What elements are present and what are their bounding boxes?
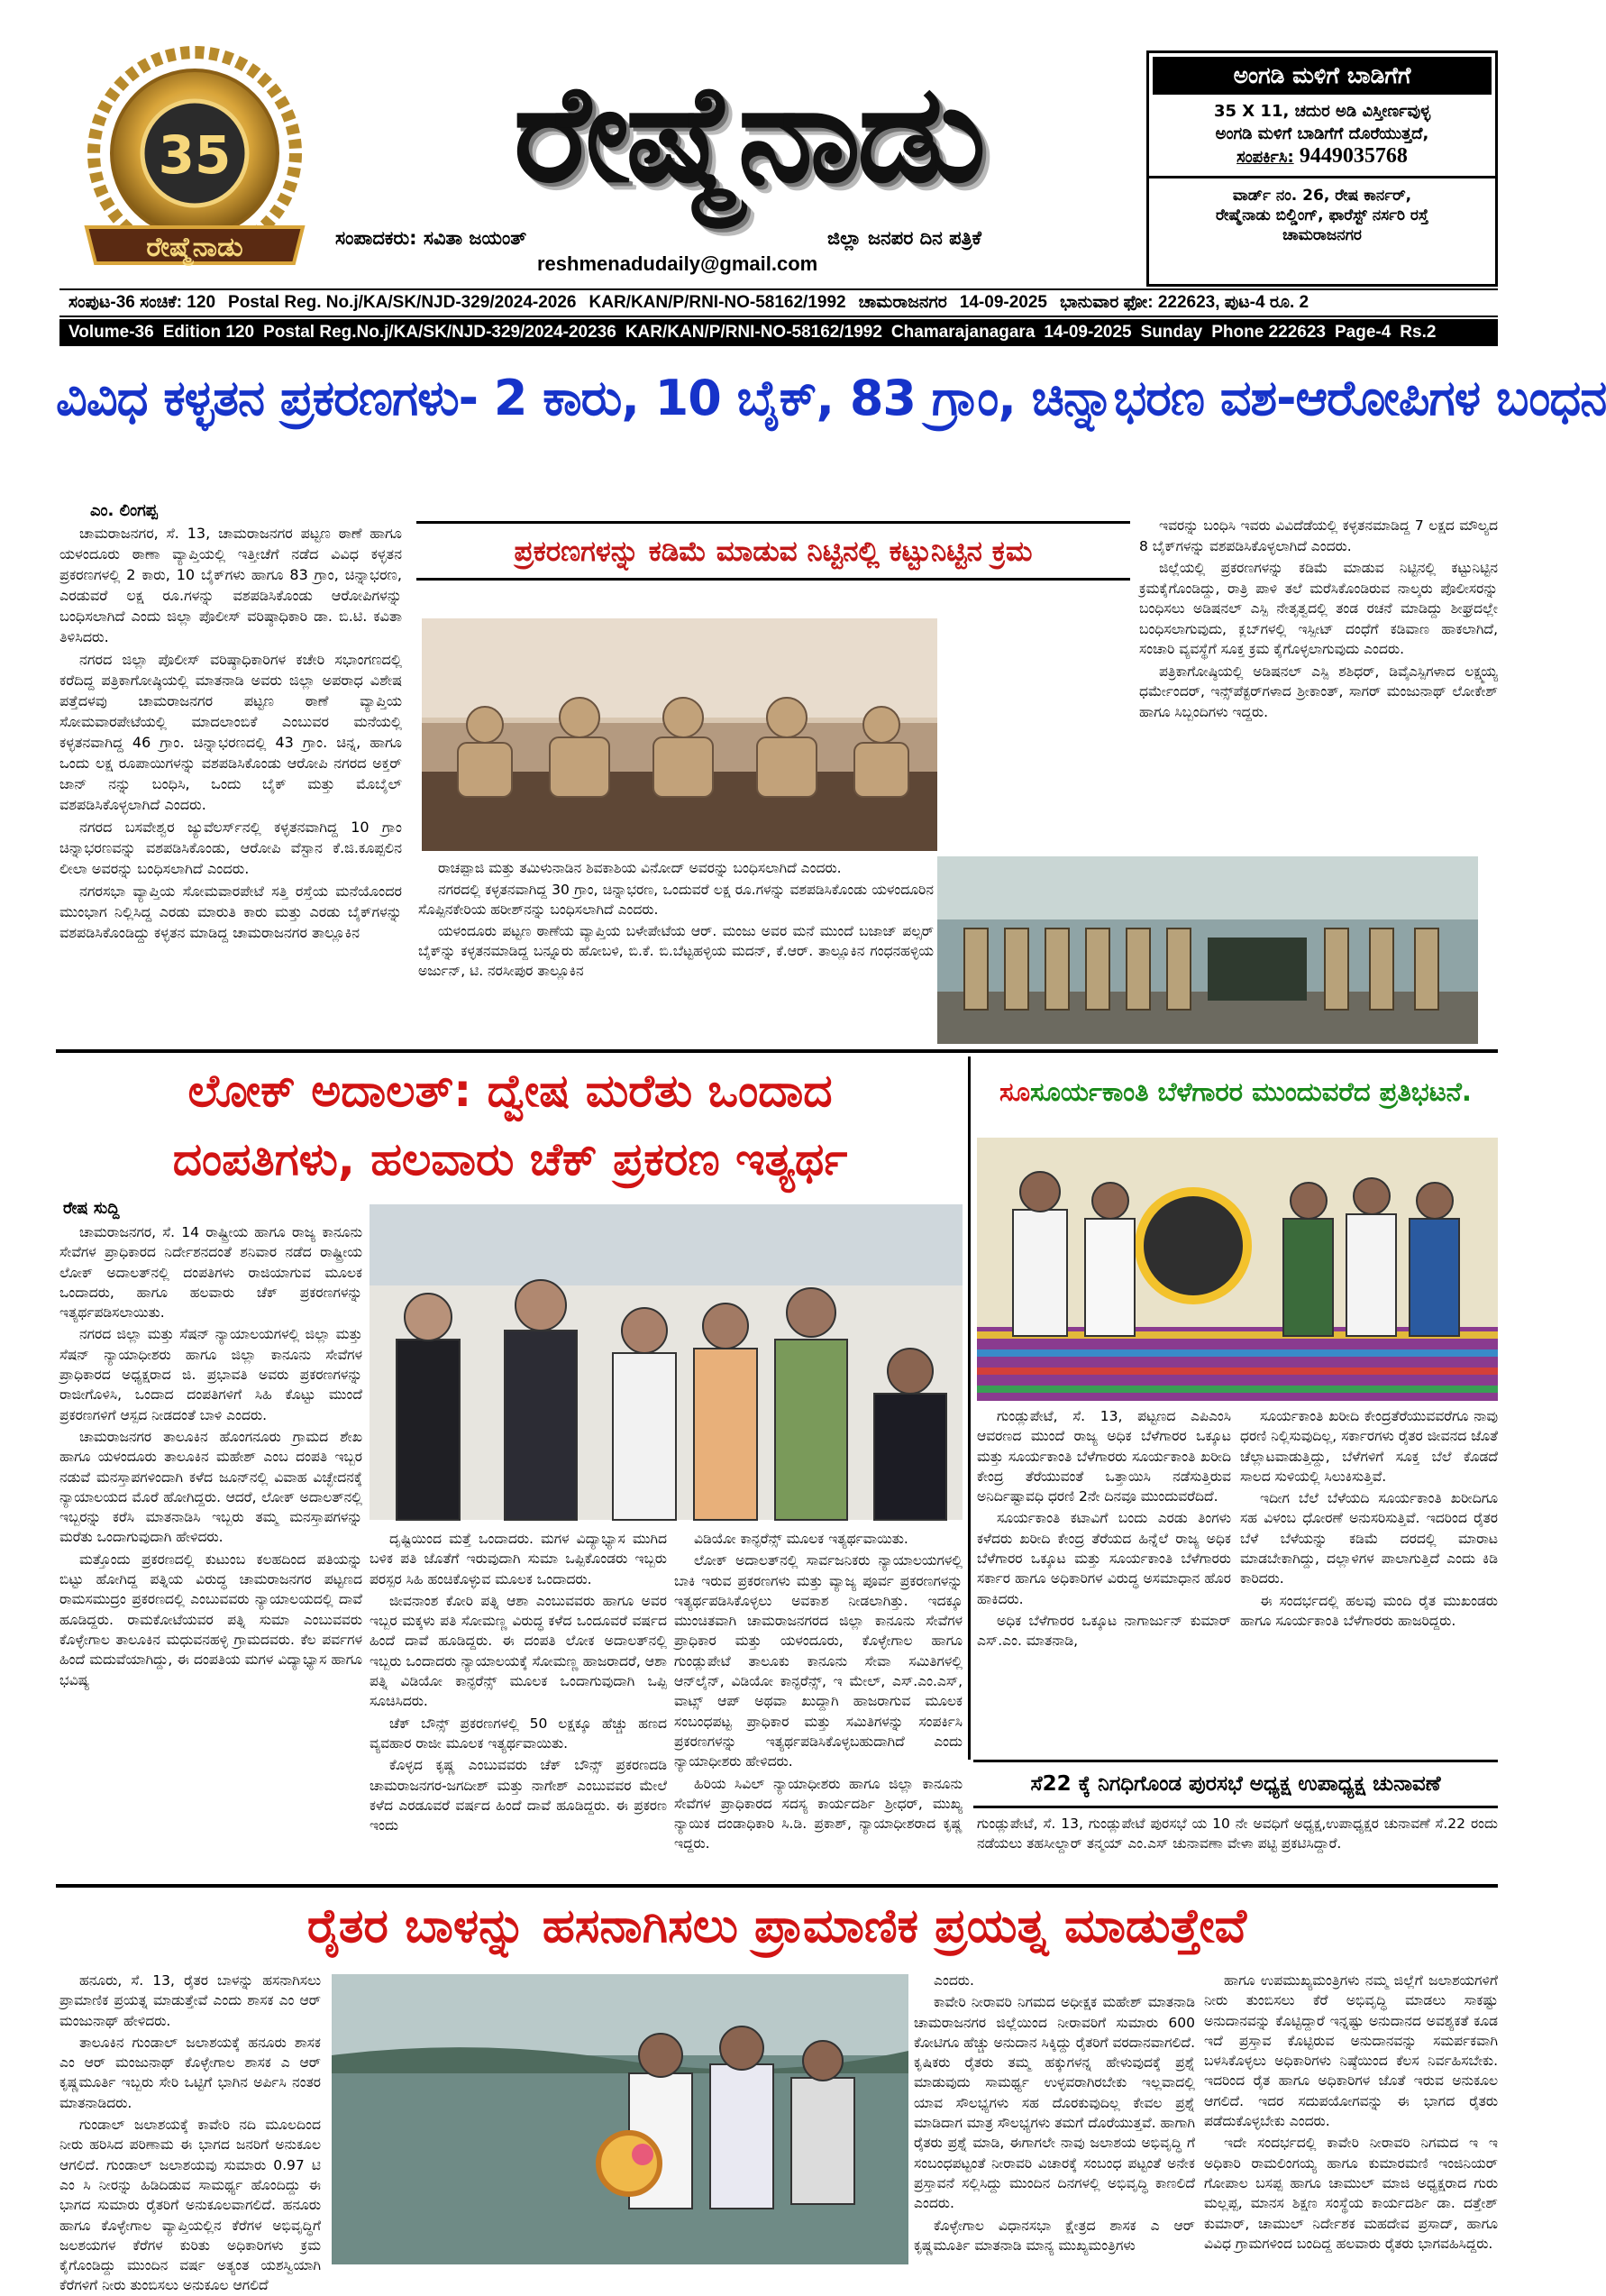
article2-headline-line-1[interactable]: ಲೋಕ್ ಅದಾಲತ್: ದ್ವೇಷ ಮರೆತು ಒಂದಾದ [187,1065,833,1117]
article3-headline[interactable] [973,1060,1498,1123]
article5-headline[interactable]: ರೈತರ ಬಾಳನ್ನು ಹಸನಾಗಿಸಲು ಪ್ರಾಮಾಣಿಕ ಪ್ರಯತ್ನ ಮಾಡುತ್ತೇವೆ [306,1899,1247,1953]
info-en-item: Chamarajanagara [890,323,1036,342]
info-en-item: 14-09-2025 [1044,323,1132,342]
column-divider [968,1057,971,1760]
info-kn-item: 14-09-2025 [959,293,1047,312]
info-en-item: Sunday [1140,323,1203,342]
article2-paragraph: ಚಾಮರಾಜನಗರ, ಸೆ. 14 ರಾಷ್ಟ್ರೀಯ ಹಾಗೂ ರಾಜ್ಯ ಕಾನೂನು ಸೇವೆಗಳ ಪ್ರಾಧಿಕಾರದ ನಿರ್ದೇಶನದಂತೆ ಶನಿವಾರ ನಡೆದ ರಾಷ್ಟ್ರೀಯ ಲೋಕ್ ಅದಾಲತ್‌ನಲ್ಲಿ ದಂಪತಿಗಳು ರಾಜಿಯಾಗುವ ಮೂಲಕ ಒಂದಾದರು, ಹಾಗೂ ಹಲವಾರು ಚೆಕ್ ಪ್ರಕರಣಗಳನ್ನು ಇತ್ಯರ್ಥಪಡಿಸಲಾಯಿತು. [59,1224,362,1322]
article4-headline-box [973,1760,1498,1808]
article3-paragraph: ಈ ಸಂದರ್ಭದಲ್ಲಿ ಹಲವು ಮಂದಿ ರೈತ ಮುಖಂಡರು ಹಾಗೂ ಸೂರ್ಯಕಾಂತಿ ಬೆಳೆಗಾರರು ಹಾಜರಿದ್ದರು. [1240,1592,1498,1629]
article1-subhead: ಪ್ರಕರಣಗಳನ್ನು ಕಡಿಮೆ ಮಾಡುವ ನಿಟ್ಟಿನಲ್ಲಿ ಕಟ್ಟುನಿಟ್ಟಿನ ಕ್ರಮ [514,535,1033,568]
info-kn-item: ಭಾನುವಾರ ಫೋ: 222623, ಪುಟ-4 ರೂ. 2 [1060,293,1309,312]
info-en-item: Edition 120 [162,323,255,342]
article3-paragraph: ಗುಂಡ್ಲುಪೇಟೆ, ಸೆ. 13, ಪಟ್ಟಣದ ಎಪಿಎಂಸಿ ಆವರಣದ ಮುಂದೆ ರಾಜ್ಯ ಅಧಿಕ ಬೆಳೆಗಾರರ ಒಕ್ಕೂಟ ಮತ್ತು ಸೂರ್ಯಕಾಂತಿ ಬೆಳೆಗಾರರು ಸೂರ್ಯಕಾಂತಿ ಖರೀದಿ ಕೇಂದ್ರ ತೆರೆಯುವಂತೆ ಒತ್ತಾಯಿಸಿ ನಡೆಸುತ್ತಿರುವ ಅನಿರ್ದಿಷ್ಟಾವಧಿ ಧರಣಿ 2ನೇ ದಿನವೂ ಮುಂದುವರೆದಿದೆ. [977,1408,1231,1505]
article1-paragraph: ಪತ್ರಿಕಾಗೋಷ್ಠಿಯಲ್ಲಿ ಅಡಿಷನಲ್ ಎಸ್ಪಿ ಶಶಿಧರ್, ಡಿವೈಎಸ್ಪಿಗಳಾದ ಲಕ್ಷ್ಮಯ್ಯ ಧರ್ಮೇಂದರ್, ಇನ್ಸ್‌ಪೆಕ್ಟರ್‌ಗಳಾದ ಶ್ರೀಕಾಂತ್, ಸಾಗರ್ ಮಂಜುನಾಥ್ ಲೋಕೇಶ್ ಹಾಗೂ ಸಿಬ್ಬಂದಿಗಳು ಇದ್ದರು. [1139,663,1498,720]
article3-paragraph: ಅಧಿಕ ಬೆಳೆಗಾರರ ಒಕ್ಕೂಟ ನಾಗಾರ್ಜುನ್ ಕುಮಾರ್ ಎಸ್.ಎಂ. ಮಾತನಾಡಿ, [977,1612,1231,1650]
article5-paragraph: ತಾಲೂಕಿನ ಗುಂಡಾಲ್ ಜಲಾಶಯಕ್ಕೆ ಹನೂರು ಶಾಸಕ ಎಂ ಆರ್ ಮಂಜುನಾಥ್ ಕೊಳ್ಳೇಗಾಲ ಶಾಸಕ ಎ ಆರ್ ಕೃಷ್ಣಮೂರ್ತಿ ಇಬ್ಬರು ಸೇರಿ ಒಟ್ಟಿಗೆ ಭಾಗಿನ ಅರ್ಪಿಸಿ ನಂತರ ಮಾತನಾಡಿದರು. [59,2034,321,2111]
article2-paragraph: ಚೆಕ್ ಬೌನ್ಸ್ ಪ್ರಕರಣಗಳಲ್ಲಿ 50 ಲಕ್ಷಕ್ಕೂ ಹೆಚ್ಚು ಹಣದ ವ್ಯವಹಾರ ರಾಜೀ ಮೂಲಕ ಇತ್ಯರ್ಥವಾಯಿತು. [370,1715,667,1752]
article1-column-1 [59,523,402,1044]
article1-paragraph: ಯಳಂದೂರು ಪಟ್ಟಣ ಠಾಣೆಯ ವ್ಯಾಪ್ತಿಯ ಬಳೇಪೇಟೆಯ ಆರ್. ಮಂಜು ಅವರ ಮನೆ ಮುಂದೆ ಬಜಾಜ್ ಪಲ್ಸರ್ ಬೈಕ್‌ನ್ನು ಕಳ್ಳತನಮಾಡಿದ್ದ ಬನ್ನೂರು ಹೋಬಳಿ, ಬಿ.ಕೆ. ಬಿ.ಬೆಟ್ಟಹಳ್ಳಿಯ ಮದನ್, ಕೆ.ಆರ್. ತಾಲ್ಲೂಕಿನ ಗಂಧನಹಳ್ಳಿಯ ಅರ್ಜುನ್, ಟಿ. ನರಸೀಪುರ ತಾಲ್ಲೂಕಿನ [418,923,934,979]
section-divider [56,1049,1498,1053]
info-bar-kannada [59,288,1498,317]
info-en-item: Phone 222623 [1211,323,1326,342]
article1-paragraph: ಜಿಲ್ಲೆಯಲ್ಲಿ ಪ್ರಕರಣಗಳನ್ನು ಕಡಿಮೆ ಮಾಡುವ ನಿಟ್ಟಿನಲ್ಲಿ ಕಟ್ಟುನಿಟ್ಟಿನ ಕ್ರಮಕೈಗೊಂಡಿದ್ದು, ರಾತ್ರಿ ಪಾಳಿ ತಲೆ ಮರೆಸಿಕೊಂಡಿರುವ ನಾಲ್ಕರು ಪೊಲೀಸರನ್ನು ಬಂಧಿಸಲು ಅಡಿಷನಲ್ ಎಸ್ಪಿ ನೇತೃತ್ವದಲ್ಲಿ ತಂಡ ರಚನೆ ಮಾಡಿದ್ದು ಶೀಘ್ರದಲ್ಲೇ ಬಂಧಿಸಲಾಗುವುದು, ಕ್ಲಬ್‌ಗಳಲ್ಲಿ ಇಸ್ಪೀಟ್ ದಂಧೆಗೆ ಕಡಿವಾಣ ಹಾಕಲಾಗಿದೆ, ಸಂಚಾರಿ ವ್ಯವಸ್ಥೆಗೆ ಸೂಕ್ತ ಕ್ರಮ ಕೈಗೊಳ್ಳಲಾಗುವುದು ಎಂದರು. [1139,560,1498,657]
article1-paragraph: ರಾಚಪ್ಪಾಜಿ ಮತ್ತು ತಮಿಳುನಾಡಿನ ಶಿವಕಾಶಿಯ ವಿನೋದ್ ಅವರನ್ನು ಬಂಧಿಸಲಾಗಿದೆ ಎಂದರು. [438,860,842,876]
article2-paragraph: ದೃಷ್ಟಿಯಿಂದ ಮತ್ತೆ ಒಂದಾದರು. ಮಗಳ ವಿದ್ಯಾಭ್ಯಾಸ ಮುಗಿದ ಬಳಿಕ ಪತಿ ಜೊತೆಗೆ ಇರುವುದಾಗಿ ಸುಮಾ ಒಪ್ಪಿಕೊಂಡರು ಇಬ್ಬರು ಪರಸ್ಪರ ಸಿಹಿ ಹಂಚಿಕೊಳ್ಳುವ ಮೂಲಕ ಒಂದಾದರು. [370,1531,667,1587]
article2-paragraph: ಹಿರಿಯ ಸಿವಿಲ್ ನ್ಯಾಯಾಧೀಶರು ಹಾಗೂ ಜಿಲ್ಲಾ ಕಾನೂನು ಸೇವೆಗಳ ಪ್ರಾಧಿಕಾರದ ಸದಸ್ಯ ಕಾರ್ಯದರ್ಶಿ ಶ್ರೀಧರ್, ಮುಖ್ಯ ನ್ಯಾಯಿಕ ದಂಡಾಧಿಕಾರಿ ಸಿ.ಡಿ. ಪ್ರಕಾಶ್, ನ್ಯಾಯಾಧೀಶರಾದ ಕೃಷ್ಣ ಇದ್ದರು. [674,1775,963,1852]
article1-column-3 [1139,516,1498,849]
article2-paragraph: ಮತ್ತೊಂದು ಪ್ರಕರಣದಲ್ಲಿ ಕುಟುಂಬ ಕಲಹದಿಂದ ಪತಿಯನ್ನು ಬಿಟ್ಟು ಹೋಗಿದ್ದ ಪತ್ನಿಯ ವಿರುದ್ಧ ಚಾಮರಾಜನಗರ ಪಟ್ಟಣದ ರಾಮಸಮುದ್ರಂ ಪ್ರಕರಣದಲ್ಲಿ ಎಂಬುವವರು ನ್ಯಾಯಾಲಯದಲ್ಲಿ ದಾವೆ ಹೂಡಿದ್ದರು. ರಾಮಕೋಟೆಯವರ ಪತ್ನಿ ಸುಮಾ ಎಂಬುವವರು ಕೊಳ್ಳೇಗಾಲ ತಾಲೂಕಿನ ಮಧುವನಹಳ್ಳಿ ಗ್ರಾಮದವರು. ಕೆಲ ಪರ್ವಗಳ ಹಿಂದೆ ಮದುವೆಯಾಗಿದ್ದು, ಈ ದಂಪತಿಯ ಮಗಳ ವಿದ್ಯಾಭ್ಯಾಸ ಹಾಗೂ ಭವಿಷ್ಯ [59,1550,362,1688]
sunflower-protest-photo [977,1138,1498,1401]
article2-headline-line-2[interactable]: ದಂಪತಿಗಳು, ಹಲವಾರು ಚೆಕ್ ಪ್ರಕರಣ ಇತ್ಯರ್ಥ [172,1133,848,1185]
article1-byline: ಎಂ. ಲಿಂಗಪ್ಪ [90,501,158,520]
article5-paragraph: ಇದೇ ಸಂದರ್ಭದಲ್ಲಿ ಕಾವೇರಿ ನೀರಾವರಿ ನಿಗಮದ ಇ ಇ ಅಧಿಕಾರಿ ರಾಮಲಿಂಗಯ್ಯ ಹಾಗೂ ಕುಮಾರಮಣಿ ಇಂಜಿನಿಯರ್ ಗೋಪಾಲ ಬಸಪ್ಪ ಹಾಗೂ ಚಾಮುಲ್ ಮಾಜಿ ಅಧ್ಯಕ್ಷರಾದ ಗುರು ಮಲ್ಲಪ್ಪ, ಮಾನಸ ಶಿಕ್ಷಣ ಸಂಸ್ಥೆಯ ಕಾರ್ಯದರ್ಶಿ ಡಾ. ದತ್ತೇಶ್ ಕುಮಾರ್, ಚಾಮುಲ್ ನಿರ್ದೇಶಕ ಮಹದೇವ ಪ್ರಸಾದ್, ಹಾಗೂ ವಿವಿಧ ಗ್ರಾಮಗಳಿಂದ ಬಂದಿದ್ದ ಹಲವಾರು ರೈತರು ಭಾಗವಹಿಸಿದ್ದರು. [1204,2135,1498,2252]
article5-paragraph: ಕಾವೇರಿ ನೀರಾವರಿ ನಿಗಮದ ಅಧೀಕ್ಷಕ ಮಹೇಶ್ ಮಾತನಾಡಿ ಚಾಮರಾಜನಗರ ಜಿಲ್ಲೆಯಿಂದ ನೀರಾವರಿಗೆ ಸುಮಾರು 600 ಕೋಟಿಗೂ ಹೆಚ್ಚು ಅನುದಾನ ಸಿಕ್ಕಿದ್ದು ರೈತರಿಗೆ ವರದಾನವಾಗಲಿದೆ. ಕೃಷಿಕರು ರೈತರು ತಮ್ಮ ಹಕ್ಕುಗಳನ್ನ ಹೇಳುವುದಕ್ಕೆ ಪ್ರಶ್ನೆ ಮಾಡುವುದು ಸಾಮರ್ಥ್ಯ ಉಳ್ಳವರಾಗಿರಬೇಕು ಇಲ್ಲವಾದಲ್ಲಿ ಯಾವ ಸೌಲಭ್ಯಗಳು ಸಹ ದೊರಕುವುದಿಲ್ಲ ಕೇವಲ ಪ್ರಶ್ನೆ ಮಾಡಿದಾಗ ಮಾತ್ರ ಸೌಲಭ್ಯಗಳು ತಮಗೆ ದೊರೆಯುತ್ತವೆ. ಹಾಗಾಗಿ ರೈತರು ಪ್ರಶ್ನೆ ಮಾಡಿ, ಈಗಾಗಲೇ ನಾವು ಜಲಾಶಯ ಅಭಿವೃದ್ಧಿ ಗೆ ಸಂಬಂಧಪಟ್ಟಂತೆ ನೀರಾವರಿ ವಿಚಾರಕ್ಕೆ ಸಂಬಂಧ ಪಟ್ಟಂತೆ ಅನೇಕ ಪ್ರಸ್ತಾವನೆ ಸಲ್ಲಿಸಿದ್ದು ಮುಂದಿನ ದಿನಗಳಲ್ಲಿ ಅಭಿವೃದ್ಧಿ ಕಾಣಲಿದೆ ಎಂದರು. [914,1994,1195,2212]
info-kn-item: ಚಾಮರಾಜನಗರ [858,293,947,312]
info-bar-english [59,319,1498,346]
ad-address-1: ವಾರ್ಡ್ ನಂ. 26, ರೇಷ ಕಾರ್ನರ್, [1232,187,1412,205]
article1-paragraph: ನಗರದಲ್ಲಿ ಕಳ್ಳತನವಾಗಿದ್ದ 30 ಗ್ರಾಂ, ಚಿನ್ನಾಭರಣ, ಒಂದುವರೆ ಲಕ್ಷ ರೂ.ಗಳನ್ನು ವಶಪಡಿಸಿಕೊಂಡು ಯಳಂದೂರಿನ ಸೊಪ್ಪಿನಕೇರಿಯ ಹರೀಶ್‌ನನ್ನು ಬಂಧಿಸಲಾಗಿದೆ ಎಂದರು. [418,882,934,918]
article5-paragraph: ಕೊಳ್ಳೇಗಾಲ ವಿಧಾನಸಭಾ ಕ್ಷೇತ್ರದ ಶಾಸಕ ಎ ಆರ್ ಕೃಷ್ಣಮೂರ್ತಿ ಮಾತನಾಡಿ ಮಾನ್ಯ ಮುಖ್ಯಮಂತ್ರಿಗಳು [914,2217,1195,2254]
article2-column-1 [59,1222,362,1781]
article4-body: ಗುಂಡ್ಲುಪೇಟೆ, ಸೆ. 13, ಗುಂಡ್ಲುಪೇಟೆ ಪುರಸಭೆ ಯ 10 ನೇ ಅವಧಿಗೆ ಅಧ್ಯಕ್ಷ,ಉಪಾಧ್ಯಕ್ಷರ ಚುನಾವಣೆ ಸೆ.22 ರಂದು ನಡೆಯಲು ತಹಸೀಲ್ದಾರ್ ತನ್ಮಯ್ ಎಂ.ಎಸ್ ಚುನಾವಣಾ ವೇಳಾ ಪಟ್ಟಿ ಪ್ರಕಟಿಸಿದ್ದಾರೆ. [977,1816,1498,1852]
article5-paragraph: ಹಾಗೂ ಉಪಮುಖ್ಯಮಂತ್ರಿಗಳು ನಮ್ಮ ಜಿಲ್ಲೆಗೆ ಜಲಾಶಯಗಳಿಗೆ ನೀರು ತುಂಬಿಸಲು ಕೆರೆ ಅಭಿವೃದ್ಧಿ ಮಾಡಲು ಸಾಕಷ್ಟು ಅನುದಾನವನ್ನು ಕೊಟ್ಟಿದ್ದಾರೆ ಇನ್ನಷ್ಟು ಅನುದಾನದ ಅವಶ್ಯಕತೆ ಕೂಡ ಇದೆ ಪ್ರಸ್ತಾವ ಕೊಟ್ಟಿರುವ ಅನುದಾನವನ್ನು ಸಮರ್ಪಕವಾಗಿ ಬಳಸಿಕೊಳ್ಳಲು ಅಧಿಕಾರಿಗಳು ನಿಷ್ಠೆಯಿಂದ ಕೆಲಸ ನಿರ್ವಹಿಸಬೇಕು. ಇದರಿಂದ ರೈತ ಹಾಗೂ ಅಧಿಕಾರಿಗಳ ಜೊತೆ ಇರುವ ಅನುಕೂಲ ಆಗಲಿದೆ. ಇದರ ಸದುಪಯೋಗವನ್ನು ಈ ಭಾಗದ ರೈತರು ಪಡೆದುಕೊಳ್ಳಬೇಕು ಎಂದರು. [1204,1972,1498,2130]
article1-column-2 [418,858,934,1044]
article1-headline[interactable]: ವಿವಿಧ ಕಳ್ಳತನ ಪ್ರಕರಣಗಳು- 2 ಕಾರು, 10 ಬೈಕ್, 83 ಗ್ರಾಂ, ಚಿನ್ನಾಭರಣ ವಶ-ಆರೋಪಿಗಳ ಬಂಧನ [56,370,1606,426]
article1-paragraph: ನಗರಸಭಾ ವ್ಯಾಪ್ತಿಯ ಸೋಮವಾರಪೇಟೆ ಸತ್ತಿ ರಸ್ತೆಯ ಮನೆಯೊಂದರ ಮುಂಭಾಗ ನಿಲ್ಲಿಸಿದ್ದ ಎರಡು ಮಾರುತಿ ಕಾರು ಮತ್ತು ಎರಡು ಬೈಕ್‌ಗಳನ್ನು ವಶಪಡಿಸಿಕೊಂಡಿದ್ದು ಕಳ್ಳತನ ಮಾಡಿದ್ದ ಚಾಮರಾಜನಗರ ತಾಲ್ಲೂಕಿನ [59,883,402,941]
info-en-item: Rs.2 [1400,323,1437,342]
article2-paragraph: ಜೀವನಾಂಶ ಕೋರಿ ಪತ್ನಿ ಆಶಾ ಎಂಬುವವರು ಹಾಗೂ ಅವರ ಇಬ್ಬರ ಮಕ್ಕಳು ಪತಿ ಸೋಮಣ್ಣ ವಿರುದ್ಧ ಕಳೆದ ಒಂದೂವರೆ ವರ್ಷದ ಹಿಂದೆ ದಾವೆ ಹೂಡಿದ್ದರು. ಈ ದಂಪತಿ ಲೋಕ ಅದಾಲತ್‌ನಲ್ಲಿ ಇಬ್ಬರು ಒಂದಾದರು ನ್ಯಾಯಾಲಯಕ್ಕೆ ಸೋಮಣ್ಣ ಹಾಜರಾದರೆ, ಆಶಾ ಪತ್ನಿ ವಿಡಿಯೋ ಕಾನ್ಫರೆನ್ಸ್ ಮೂಲಕ ಒಂದಾಗುವುದಾಗಿ ಒಪ್ಪಿ ಸೂಚಿಸಿದರು. [370,1592,667,1710]
ad-address-3: ಚಾಮರಾಜನಗರ [1282,226,1362,244]
article3-paragraph: ಸೂರ್ಯಕಾಂತಿ ಕಟಾವಿಗೆ ಬಂದು ಎರಡು ತಿಂಗಳು ಕಳೆದರು ಖರೀದಿ ಕೇಂದ್ರ ತೆರೆಯದ ಹಿನ್ನೆಲೆ ರಾಜ್ಯ ಅಧಿಕ ಬೆಳೆಗಾರರ ಒಕ್ಕೂಟ ಮತ್ತು ಸೂರ್ಯಕಾಂತಿ ಬೆಳೆಗಾರರು ಸರ್ಕಾರ ಹಾಗೂ ಅಧಿಕಾರಿಗಳ ವಿರುದ್ಧ ಅಸಮಾಧಾನ ಹೊರ ಹಾಕಿದರು. [977,1510,1231,1607]
article3-headline-accent: ಸೂ [999,1076,1030,1107]
article5-column-3 [1204,1971,1498,2268]
article2-paragraph: ನಗರದ ಜಿಲ್ಲಾ ಮತ್ತು ಸೆಷನ್ ನ್ಯಾಯಾಲಯಗಳಲ್ಲಿ ಜಿಲ್ಲಾ ಮತ್ತು ಸೆಷನ್ ನ್ಯಾಯಾಧೀಶರು ಹಾಗೂ ಜಿಲ್ಲಾ ಕಾನೂನು ಸೇವೆಗಳ ಪ್ರಾಧಿಕಾರದ ಅಧ್ಯಕ್ಷರಾದ ಜಿ. ಪ್ರಭಾವತಿ ಅವರು ಪ್ರಕರಣಗಳನ್ನು ರಾಜೀಗೊಳಿಸಿ, ಒಂದಾದ ದಂಪತಿಗಳಿಗೆ ಸಿಹಿ ಕೊಟ್ಟು ಮುಂದೆ ಪ್ರಕರಣಗಳಿಗೆ ಆಸ್ಪದ ನೀಡದಂತೆ ಬಾಳಿ ಎಂದರು. [59,1326,362,1423]
info-kn-item: Postal Reg. No.j/KA/SK/NJD-329/2024-2026 [228,293,577,312]
article1-paragraph: ಚಾಮರಾಜನಗರ, ಸೆ. 13, ಚಾಮರಾಜನಗರ ಪಟ್ಟಣ ಠಾಣೆ ಹಾಗೂ ಯಳಂದೂರು ಠಾಣಾ ವ್ಯಾಪ್ತಿಯಲ್ಲಿ ಇತ್ತೀಚೆಗೆ ನಡೆದ ವಿವಿಧ ಕಳ್ಳತನ ಪ್ರಕರಣಗಳಲ್ಲಿ 2 ಕಾರು, 10 ಬೈಕ್‌ಗಳು ಹಾಗೂ 83 ಗ್ರಾಂ, ಚಿನ್ನಾಭರಣ, ಎರಡುವರೆ ಲಕ್ಷ ರೂ.ಗಳನ್ನು ವಶಪಡಿಸಿಕೊಂಡು ಆರೋಪಿಗಳನ್ನು ಬಂಧಿಸಲಾಗಿದೆ ಎಂದು ಜಿಲ್ಲಾ ಪೊಲೀಸ್ ವರಿಷ್ಠಾಧಿಕಾರಿ ಡಾ. ಬಿ.ಟಿ. ಕವಿತಾ ತಿಳಿಸಿದರು. [59,525,402,645]
article1-subhead-box [416,521,1130,581]
article5-paragraph: ಹನೂರು, ಸೆ. 13, ರೈತರ ಬಾಳನ್ನು ಹಸನಾಗಿಸಲು ಪ್ರಾಮಾಣಿಕ ಪ್ರಯತ್ನ ಮಾಡುತ್ತೇವೆ ಎಂದು ಶಾಸಕ ಎಂ ಆರ್ ಮಂಜುನಾಥ್ ಹೇಳಿದರು. [59,1972,321,2029]
article2-paragraph: ಲೋಕ್ ಅದಾಲತ್‌ನಲ್ಲಿ ಸಾರ್ವಜನಿಕರು ನ್ಯಾಯಾಲಯಗಳಲ್ಲಿ ಬಾಕಿ ಇರುವ ಪ್ರಕರಣಗಳು ಮತ್ತು ವ್ಯಾಜ್ಯ ಪೂರ್ವ ಪ್ರಕರಣಗಳನ್ನು ಇತ್ಯರ್ಥಪಡಿಸಿಕೊಳ್ಳಲು ಅವಕಾಶ ನೀಡಲಾಗಿತ್ತು. ಇದಕ್ಕೂ ಮುಂಚಿತವಾಗಿ ಚಾಮರಾಜನಗರದ ಜಿಲ್ಲಾ ಕಾನೂನು ಸೇವೆಗಳ ಪ್ರಾಧಿಕಾರ ಮತ್ತು ಯಳಂದೂರು, ಕೊಳ್ಳೇಗಾಲ ಹಾಗೂ ಗುಂಡ್ಲುಪೇಟೆ ತಾಲೂಕು ಕಾನೂನು ಸೇವಾ ಸಮಿತಿಗಳಲ್ಲಿ ಆನ್‌ಲೈನ್, ವಿಡಿಯೋ ಕಾನ್ಫರೆನ್ಸ್, ಇ ಮೇಲ್, ಎಸ್.ಎಂ.ಎಸ್, ವಾಟ್ಸ್ ಆಪ್ ಅಥವಾ ಖುದ್ದಾಗಿ ಹಾಜರಾಗುವ ಮೂಲಕ ಸಂಬಂಧಪಟ್ಟ ಪ್ರಾಧಿಕಾರ ಮತ್ತು ಸಮಿತಿಗಳನ್ನು ಸಂಪರ್ಕಿಸಿ ಪ್ರಕರಣಗಳನ್ನು ಇತ್ಯರ್ಥಪಡಿಸಿಕೊಳ್ಳಬಹುದಾಗಿದೆ ಎಂದು ನ್ಯಾಯಾಧೀಶರು ಹೇಳಿದರು. [674,1552,963,1770]
info-en-item: Volume-36 [68,323,154,342]
article1-paragraph: ಇವರನ್ನು ಬಂಧಿಸಿ ಇವರು ವಿವಿದೆಡೆಯಲ್ಲಿ ಕಳ್ಳತನಮಾಡಿದ್ದ 7 ಲಕ್ಷದ ಮೌಲ್ಯದ 8 ಬೈಕ್‌ಗಳನ್ನು ವಶಪಡಿಸಿಕೊಳ್ಳಲಾಗಿದೆ ಎಂದರು. [1139,517,1498,554]
info-en-item: Page-4 [1334,323,1392,342]
article1-paragraph: ನಗರದ ಜಿಲ್ಲಾ ಪೊಲೀಸ್ ವರಿಷ್ಠಾಧಿಕಾರಿಗಳ ಕಚೇರಿ ಸಭಾಂಗಣದಲ್ಲಿ ಕರೆದಿದ್ದ ಪತ್ರಿಕಾಗೋಷ್ಠಿಯಲ್ಲಿ ಮಾತನಾಡಿ ಅವರು ಜಿಲ್ಲಾ ಅಪರಾಧ ವಿಶೇಷ ಪತ್ತೆದಳವು ಚಾಮರಾಜನಗರ ಪಟ್ಟಣ ಠಾಣೆ ವ್ಯಾಪ್ತಿಯ ಸೋಮವಾರಪೇಟೆಯಲ್ಲಿ ಮಾದಲಾಂಬಿಕೆ ಎಂಬುವರ ಮನೆಯಲ್ಲಿ ಕಳ್ಳತನವಾಗಿದ್ದ 46 ಗ್ರಾಂ. ಚಿನ್ನಾಭರಣದಲ್ಲಿ 43 ಗ್ರಾಂ. ಚಿನ್ನ, ಹಾಗೂ ಒಂದು ಲಕ್ಷ ರೂಪಾಯಿಗಳನ್ನು ವಶಪಡಿಸಿಕೊಂಡು ಆರೋಪಿ ನಗರದ ಅಕ್ತರ್ ಜಾನ್ ನನ್ನು ಬಂಧಿಸಿ, ಒಂದು ಬೈಕ್ ಮತ್ತು ಮೊಬೈಲ್ ವಶಪಡಿಸಿಕೊಳ್ಳಲಾಗಿದೆ ಎಂದರು. [59,651,403,813]
email[interactable]: reshmenadudaily@gmail.com [537,252,818,275]
anniversary-badge: 35 [158,124,232,186]
ad-line-2: ಅಂಗಡಿ ಮಳಿಗೆ ಬಾಡಿಗೆಗೆ ದೊರೆಯುತ್ತದೆ, [1215,124,1429,143]
masthead-logo [59,47,330,290]
logo-ribbon-text: ರೇಷ್ಮೆನಾಡು [146,232,243,263]
newspaper-title: ರೇಷ್ಮೆನಾಡು [513,54,983,213]
article5-paragraph: ಗುಂಡಾಲ್ ಜಲಾಶಯಕ್ಕೆ ಕಾವೇರಿ ನದಿ ಮೂಲದಿಂದ ನೀರು ಹರಿಸಿದ ಪರಿಣಾಮ ಈ ಭಾಗದ ಜನರಿಗೆ ಅನುಕೂಲ ಆಗಲಿದೆ. ಗುಂಡಾಲ್ ಜಲಾಶಯವು ಸುಮಾರು 0.97 ಟಿ ಎಂ ಸಿ ನೀರನ್ನು ಹಿಡಿದಿಡುವ ಸಾಮರ್ಥ್ಯ ಹೊಂದಿದ್ದು ಈ ಭಾಗದ ಸುಮಾರು ರೈತರಿಗೆ ಅನುಕೂಲವಾಗಲಿದೆ. ಹನೂರು ಹಾಗೂ ಕೊಳ್ಳೇಗಾಲ ವ್ಯಾಪ್ತಿಯಲ್ಲಿನ ಕೆರೆಗಳ ಅಭಿವೃದ್ಧಿಗೆ ಜಲಶಯಗಳ ಕೆರೆಗಳ ಕುರಿತು ಅಧಿಕಾರಿಗಳು ಕ್ರಮ ಕೈಗೊಂಡಿದ್ದು ಮುಂದಿನ ವರ್ಷ ಅತ್ಯಂತ ಯಶಸ್ವಿಯಾಗಿ ಕೆರೆಗಳಿಗೆ ನೀರು ತುಂಬಿಸಲು ಅನುಕೂಲ ಆಗಲಿದೆ [59,2117,321,2294]
reservoir-offering-photo [332,1974,908,2264]
article3-headline-text: ಸೂರ್ಯಕಾಂತಿ ಬೆಳೆಗಾರರ ಮುಂದುವರೆದ ಪ್ರತಿಭಟನೆ. [1029,1076,1472,1107]
ad-phone[interactable]: 9449035768 [1299,144,1408,168]
lok-adalat-photo [370,1204,963,1520]
article5-paragraph: ಎಂದರು. [934,1972,974,1989]
article3-paragraph: ಸೂರ್ಯಕಾಂತಿ ಖರೀದಿ ಕೇಂದ್ರತೆರೆಯುವವರೆಗೂ ನಾವು ಧರಣಿ ನಿಲ್ಲಿಸುವುದಿಲ್ಲ, ಸರ್ಕಾರಗಳು ರೈತರ ಜೀವನದ ಜೊತೆ ಚೆಲ್ಲಾಟವಾಡುತ್ತಿದ್ದು, ಬೆಳೆಗಳಿಗೆ ಸೂಕ್ತ ಬೆಲೆ ಕೊಡದೆ ಸಾಲದ ಸುಳಿಯಲ್ಲಿ ಸಿಲುಕಿಸುತ್ತಿವೆ. [1240,1408,1498,1485]
ad-contact-label: ಸಂಪರ್ಕಿಸಿ: [1236,148,1294,167]
article2-paragraph: ವಿಡಿಯೋ ಕಾನ್ಫರೆನ್ಸ್ ಮೂಲಕ ಇತ್ಯರ್ಥವಾಯಿತು. [694,1531,908,1547]
article5-column-2 [914,1971,1195,2268]
editor-line: ಸಂಪಾದಕರು: ಸವಿತಾ ಜಯಂತ್ [335,227,527,249]
article2-paragraph: ಕೊಳ್ಳದ ಕೃಷ್ಣ ಎಂಬುವವರು ಚೆಕ್ ಬೌನ್ಸ್ ಪ್ರಕರಣದಡಿ ಚಾಮರಾಜನಗರ-ಜಗದೀಶ್ ಮತ್ತು ನಾಗೇಶ್ ಎಂಬುವವರ ಮೇಲೆ ಕಳೆದ ಎರಡೂವರೆ ವರ್ಷದ ಹಿಂದೆ ದಾವೆ ಹೂಡಿದ್ದರು. ಈ ಪ್ರಕರಣ ಇಂದು [370,1757,667,1834]
ad-line-1: 35 X 11, ಚದುರ ಅಡಿ ವಿಸ್ತೀರ್ಣವುಳ್ಳ [1213,102,1431,121]
tagline: ಜಿಲ್ಲಾ ಜನಪರ ದಿನ ಪತ್ರಿಕೆ [827,227,981,249]
article4-headline[interactable]: ಸೆ22 ಕ್ಕೆ ನಿಗಧಿಗೊಂಡ ಪುರಸಭೆ ಅಧ್ಯಕ್ಷ ಉಪಾಧ್ಯಕ್ಷ ಚುನಾವಣೆ [1030,1772,1441,1796]
seized-vehicles-photo [937,856,1478,1044]
article2-paragraph: ಚಾಮರಾಜನಗರ ತಾಲೂಕಿನ ಹೊಂಗನೂರು ಗ್ರಾಮದ ಶೇಖ ಹಾಗೂ ಯಳಂದೂರು ತಾಲೂಕಿನ ಮಹೇಶ್ ಎಂಬ ದಂಪತಿ ಇಬ್ಬರ ನಡುವೆ ಮನಸ್ತಾಪಗಳಿಂದಾಗಿ ಕಳೆದ ಜೂನ್‌ನಲ್ಲಿ ವಿವಾಹ ವಿಚ್ಛೇದನಕ್ಕೆ ನ್ಯಾಯಾಲಯದ ಮೊರೆ ಹೋಗಿದ್ದರು. ಆದರೆ, ಲೋಕ್ ಅದಾಲತ್‌ನಲ್ಲಿ ಇಬ್ಬರನ್ನು ಕರೆಸಿ ಮಾತನಾಡಿಸಿ ಇಬ್ಬರು ತಮ್ಮ ಮನಸ್ತಾಪಗಳನ್ನು ಮರೆತು ಒಂದಾಗುವುದಾಗಿ ಹೇಳಿದರು. [59,1428,362,1546]
ad-address-2: ರೇಷ್ಮೆನಾಡು ಬಿಲ್ಡಿಂಗ್, ಫಾರೆಸ್ಟ್ ನರ್ಸರಿ ರಸ್ತೆ [1215,206,1429,224]
article3-column-2 [1240,1406,1498,1756]
info-kn-item: KAR/KAN/P/RNI-NO-58162/1992 [589,293,846,312]
article3-column-1 [977,1406,1231,1756]
ad-title: ಅಂಗಡಿ ಮಳಿಗೆ ಬಾಡಿಗೆಗೆ [1153,57,1492,95]
press-meet-photo [422,618,937,851]
info-en-item: Postal Reg.No.j/KA/SK/NJD-329/2024-20236 [263,323,616,342]
article1-paragraph: ನಗರದ ಬಸವೇಶ್ವರ ಜ್ಯುವೆಲರ್ಸ್‌ನಲ್ಲಿ ಕಳ್ಳತನವಾಗಿದ್ದ 10 ಗ್ರಾಂ ಚಿನ್ನಾಭರಣವನ್ನು ವಶಪಡಿಸಿಕೊಂಡು, ಆರೋಪಿ ವೆಸ್ಟಾನ ಕೆ.ಜಿ.ಕೂಪ್ಪಲಿನ ಲೀಲಾ ಅವರನ್ನು ಬಂಧಿಸಲಾಗಿದೆ ಎಂದರು. [59,819,402,877]
article3-paragraph: ಇದೀಗ ಬೆಲೆ ಬೆಳೆಯದಿ ಸೂರ್ಯಕಾಂತಿ ಖರೀದಿಗೂ ಸಹ ವಿಳಂಬ ಧೋರಣೆ ಅನುಸರಿಸುತ್ತಿವೆ. ಇದರಿಂದ ರೈತರ ಬೆಳೆ ಬೆಳೆಯನ್ನು ಕಡಿಮೆ ದರದಲ್ಲಿ ಮಾರಾಟ ಮಾಡಬೇಕಾಗಿದ್ದು, ದಲ್ಲಾಳಿಗಳ ಪಾಲಾಗುತ್ತಿದೆ ಎಂದು ಕಿಡಿ ಕಾರಿದರು. [1240,1490,1498,1587]
info-kn-item: ಸಂಪುಟ-36 ಸಂಚಿಕೆ: 120 [68,293,216,312]
info-en-item: KAR/KAN/P/RNI-NO-58162/1992 [625,323,882,342]
article2-byline: ರೇಷ ಸುದ್ದಿ [63,1199,120,1218]
article5-column-1 [59,1971,321,2294]
section-divider [56,1884,1498,1888]
rental-ad-box [1146,50,1498,287]
